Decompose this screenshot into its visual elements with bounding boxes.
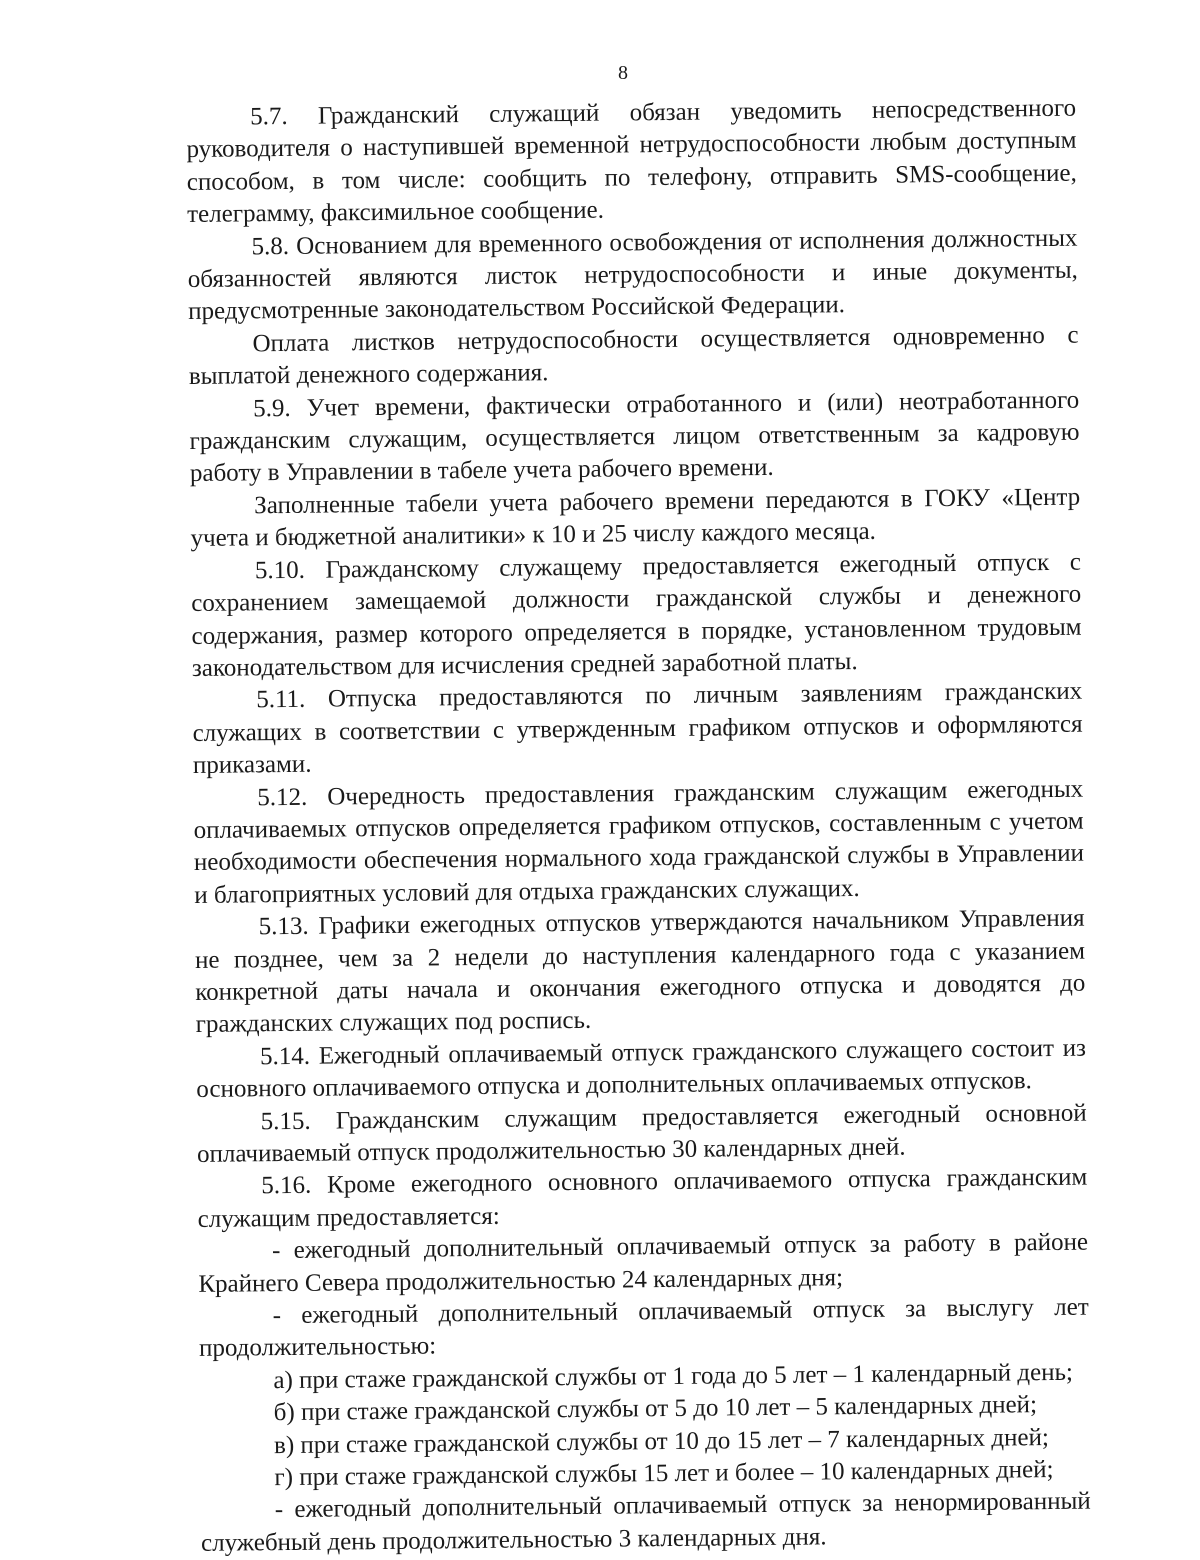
paragraph-5-14: 5.14. Ежегодный оплачиваемый отпуск гражданского служащего состоит из основного оплачиваемого отпуска и дополнительных оплачиваемых отпусков. [196, 1034, 1087, 1104]
list-item-seniority: - ежегодный дополнительный оплачиваемый отпуск за выслугу лет продолжительностью: [198, 1293, 1089, 1363]
paragraph-sick-leave-payment: Оплата листков нетрудоспособности осуществляется одновременно с выплатой денежного содержания. [188, 321, 1079, 391]
sub-item-d: г) при стаже гражданской службы 15 лет и более – 10 календарных дней; [274, 1456, 1054, 1492]
list-item-irregular-day: - ежегодный дополнительный оплачиваемый отпуск за ненормированный служебный день продолжительностью 3 календарных дня. [200, 1488, 1091, 1557]
paragraph-5-11: 5.11. Отпуска предоставляются по личным заявлениям гражданских служащих в соответствии с утвержденным графиком отпусков и оформляются приказами. [192, 677, 1083, 780]
list-item-far-north: - ежегодный дополнительный оплачиваемый отпуск за работу в районе Крайнего Севера продолжительностью 24 календарных дня; [198, 1228, 1089, 1298]
paragraph-5-9: 5.9. Учет времени, фактически отработанного и (или) неотработанного гражданским служащим, осуществляется лицом ответственным за кадровую работу в Управлении в табеле учета рабочего времени. [189, 386, 1080, 488]
sub-item-c: в) при стаже гражданской службы от 10 до 15 лет – 7 календарных дней; [273, 1423, 1050, 1459]
paragraph-5-15: 5.15. Гражданским служащим предоставляется ежегодный основной оплачиваемый отпуск продолжительностью 30 календарных дней. [196, 1099, 1087, 1168]
paragraph-5-10: 5.10. Гражданскому служащему предоставляется ежегодный отпуск с сохранением замещаемой должности гражданской службы и денежного содержания, размер которого определяется в порядке, установленном трудовым законодательством для исчисления средней заработной платы. [191, 548, 1082, 682]
sub-item-a: а) при стаже гражданской службы от 1 года до 5 лет – 1 календарный день; [273, 1358, 1073, 1394]
paragraph-5-13: 5.13. Графики ежегодных отпусков утверждаются начальником Управления не позднее, чем за 2 недели до наступления календарного года с указанием конкретной даты начала и окончания ежегодного отпуска и доводятся до гражданских служащих под роспись. [194, 904, 1086, 1039]
page-number: 8 [618, 62, 628, 84]
paragraph-timesheets: Заполненные табели учета рабочего времени передаются в ГОКУ «Центр учета и бюджетной аналитики» к 10 и 25 числу каждого месяца. [190, 483, 1081, 553]
document-body [186, 93, 1091, 1560]
paragraph-5-16: 5.16. Кроме ежегодного основного оплачиваемого отпуска гражданским служащим предоставляется: [197, 1164, 1088, 1233]
paragraph-5-12: 5.12. Очередность предоставления гражданским служащим ежегодных оплачиваемых отпусков определяется графиком отпусков, составленным с учетом необходимости обеспечения нормального хода гражданской службы в Управлении и благоприятных условий для отдыха гражданских служащих. [193, 775, 1085, 909]
paragraph-5-8: 5.8. Основанием для временного освобождения от исполнения должностных обязанностей являются листок нетрудоспособности и иные документы, предусмотренные законодательством Российской Федерации. [187, 224, 1078, 326]
sub-item-b: б) при стаже гражданской службы от 5 до 10 лет – 5 календарных дней; [273, 1391, 1038, 1427]
paragraph-5-7: 5.7. Гражданский служащий обязан уведомить непосредственного руководителя о наступившей временной нетрудоспособности любым доступным способом, в том числе: сообщить по телефону, отправить SMS-сообщение, телеграмму, факсимильное сообщение. [186, 94, 1077, 229]
